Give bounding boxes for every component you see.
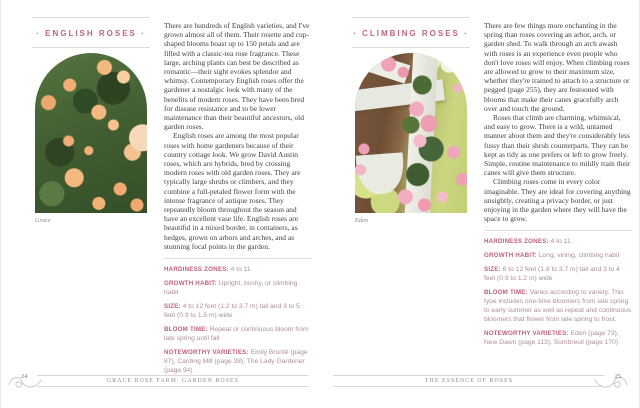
body-paragraph: English roses are among the most popular roses with home gardeners because of their country cottage look. We grow David Austin roses, which are hybrids, bred by crossing modern roses with old garden roses. They are typically large shrubs or climbers, and they combine a full-petaled flower form with the intense fragrance of antique roses. They repeatedly bloom throughout the season and have an excellent vase life. English roses are beautiful in a mixed border, in containers, as hedges, grown on arbors and arches, and as stunning focal points in the garden. <box>164 131 301 251</box>
info-value: Upright, bushy, or climbing habit <box>164 280 298 297</box>
body-paragraphs <box>484 21 632 223</box>
info-value: Varies according to variety. This type includes one-time bloomers from late spring to early summer as well as repeat and continuous bloomers that flower from late spring to frost. <box>484 289 632 324</box>
info-entry <box>484 265 632 283</box>
info-label: HARDINESS ZONES: <box>164 266 231 274</box>
info-entry <box>484 329 632 347</box>
page-number: 25 <box>614 373 621 380</box>
section-title: · ENGLISH ROSES · <box>36 29 146 38</box>
info-label: NOTEWORTHY VARIETIES: <box>164 349 251 357</box>
info-entry <box>484 237 632 246</box>
info-label: BLOOM TIME: <box>164 326 210 334</box>
running-head-text: GRACE ROSE FARM: GARDEN ROSES <box>107 378 239 384</box>
body-text-column <box>484 21 632 352</box>
info-entry <box>164 302 312 320</box>
photo-figure <box>35 53 147 224</box>
info-entry <box>164 348 312 375</box>
body-paragraph: There are few things more enchanting in the spring than roses covering an arbor, arch, or garden shed. To walk through an arch awash with roses is an experience even people who don't love roses will enjoy. When climbing roses are allowed to grow to their maximum size, whether they're trained to attach to a structure or pegged (page 255), they are festooned with blooms that make their canes gracefully arch over and touch the ground. <box>484 21 630 113</box>
info-value: 6 to 12 feet (1.8 to 3.7 m) tall and 3 to 4 feet (0.9 to 1.2 m) wide <box>484 266 620 283</box>
body-paragraphs <box>164 21 312 251</box>
running-head-text: THE ESSENCE OF ROSES <box>424 378 514 384</box>
page-climbing-roses <box>321 0 640 408</box>
body-paragraph: There are hundreds of English varieties, and I've grown almost all of them. Their rosette and cup-shaped blooms boast up to 150 petals and are filled with a classic-tea rose fragrance. These large, arching plants can best be described as romantic—their sight evokes splendor and whimsy. Contemporary English roses offer the gardener a nostalgic look with many of the benefits of modern roses. They have been bred for disease resistance and to be lower maintenance than their beautiful ancestors, old garden roses. <box>164 21 310 132</box>
photo-caption: Grace <box>35 217 51 224</box>
page-number: 24 <box>21 373 28 380</box>
info-label: SIZE: <box>484 266 503 274</box>
info-value: 4 to 11 <box>550 238 571 246</box>
info-entry <box>164 325 312 343</box>
running-head <box>37 375 309 387</box>
info-value: 4 to 12 feet (1.2 to 3.7 m) tall and 3 to 5 feet (0.9 to 1.5 m) wide <box>164 303 300 320</box>
body-paragraph: Roses that climb are charming, whimsical, and easy to grow. There is a wild, untamed manner about them and they're considerably less fussy than their shrub counterparts. They can be kept as tidy as one prefers or left to grow freely. Simple, routine maintenance to mildly train their canes will give them structure. <box>484 113 631 178</box>
climbing-rose-photo <box>355 53 467 213</box>
info-value: Long, vining, climbing habit <box>538 252 620 260</box>
body-paragraph: Climbing roses come in every color imaginable. They are ideal for covering anything unsightly, creating a privacy border, or just enjoying in the garden where they will have the space to grow. <box>484 177 631 224</box>
info-entry <box>484 251 632 260</box>
info-entry <box>484 288 632 324</box>
info-value: 4 to 11 <box>230 266 251 274</box>
photo-caption: Eden <box>355 217 368 224</box>
section-header <box>352 17 470 48</box>
info-label: GROWTH HABIT: <box>484 252 539 260</box>
section-title: · CLIMBING ROSES · <box>353 29 469 38</box>
page-english-roses <box>1 0 321 408</box>
info-entry <box>164 279 312 297</box>
info-label: NOTEWORTHY VARIETIES: <box>484 330 571 338</box>
info-value: Emily Brontë (page 87), Carding Mill (page 38), The Lady Gardener (page 94) <box>164 349 308 375</box>
info-label: SIZE: <box>164 303 183 311</box>
info-label: GROWTH HABIT: <box>164 280 219 288</box>
info-section <box>484 230 632 347</box>
section-header <box>32 17 150 48</box>
info-label: HARDINESS ZONES: <box>484 238 551 246</box>
body-text-column <box>164 21 312 380</box>
info-entry <box>164 265 312 274</box>
running-head <box>333 375 605 387</box>
info-value: Eden (page 73), New Dawn (page 113), Sombreuil (page 170) <box>484 330 619 347</box>
info-section <box>164 258 312 375</box>
info-value: Repeat or continuous bloom from late spring until fall <box>164 326 309 343</box>
info-label: BLOOM TIME: <box>484 289 530 297</box>
english-rose-photo <box>35 53 147 213</box>
photo-figure <box>355 53 467 224</box>
pink-roses-overlay <box>355 53 467 213</box>
